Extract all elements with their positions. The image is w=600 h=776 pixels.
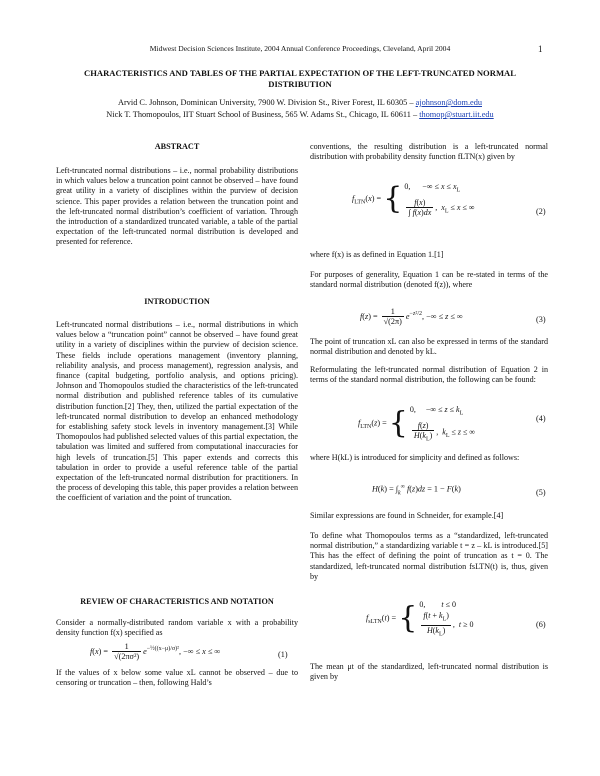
equation-6: $f_{sLTN}(t)$ = { 0, t ≤ 0 $\frac{f(t + k_L)}{H(k_L)}$ , t ≥ 0 [366,600,474,638]
author-1-affiliation: Arvid C. Johnson, Dominican University, 7900 W. Division St., River Forest, IL 60305 – [117,98,416,107]
right-paragraph-2: where f(x) is as defined in Equation 1.[1] [310,250,444,259]
equation-6-label: (6) [536,620,546,629]
author-line-1 [0,98,600,107]
right-paragraph-3: For purposes of generality, Equation 1 can be re-stated in terms of the standard normal distribution (denoted f(z)), where [310,270,548,290]
equation-5: $H(k) = \int_k^\infty$ f(z)dz = 1 − F(k) [372,484,461,497]
equation-1-label: (1) [278,650,288,659]
author-2-email[interactable]: thomop@stuart.iit.edu [419,110,494,119]
page-number: 1 [538,44,543,54]
author-line-2 [0,110,600,119]
equation-2-label: (2) [536,207,546,216]
review-paragraph-1: Consider a normally-distributed random variable x with a probability density function f(x) specified as [56,618,298,638]
author-2-affiliation: Nick T. Thomopoulos, IIT Stuart School of Business, 565 W. Adams St., Chicago, IL 60611 – [106,110,420,119]
right-paragraph-8: To define what Thomopoulos terms as a “standardized, left-truncated normal distribution,” a standardizing variable t = z – kL is introduced.[5] This has the effect of defining the point of truncation as t = 0. The standardized, left-truncated normal distribution fsLTN(t) is, thus, given by [310,531,548,581]
introduction-body: Left-truncated normal distributions – i.e., normal distributions in which values below a “truncation point” cannot be observed – have found great utility in a variety of disciplines within the purview of decision science. These fields include operations management (inventory planning, reliability analysis, and process management), regression analysis, and finance (capital budgeting, portfolio analysis, and options pricing). Johnson and Thomopoulos studied the characteristics of the left-truncated normal distribution and published reference tables of its cumulative distribution function.[2] They, then, utilized the partial expectation of the left-truncated normal distribution to develop an enhanced methodology for establishing safety stock levels in inventory management.[3] While Thomopoulos had published selected values of this partial expectation, the tabulation was limited and suffered from computational inaccuracies for high levels of truncation.[5] This paper extends and corrects this tabulation in order to provide a useful reference table of the partial expectation of the left-truncated normal distribution for practitioners. In the process of developing this table, this paper provides a relation between the coefficient of variation and the point of truncation. [56,320,298,503]
equation-3: f(z) = $\frac{1}{√(2\pi)}$ $e^{-z^2/2}$, −∞ ≤ z ≤ ∞ [360,307,463,326]
introduction-heading: INTRODUCTION [144,297,210,306]
equation-5-label: (5) [536,488,546,497]
right-paragraph-6: where H(kL) is introduced for simplicity and defined as follows: [310,453,520,462]
equation-4: $f_{LTN}(z)$ = { 0, −∞ ≤ $z \le k_L$ $\frac{f(z)}{H(k_L)}$ , $k_L \le z$ ≤ ∞ [358,405,476,443]
right-paragraph-7: Similar expressions are found in Schneider, for example.[4] [310,511,504,520]
review-paragraph-2: If the values of x below some value xL cannot be observed – due to censoring or truncation – then, following Hald’s [56,668,298,688]
running-head: Midwest Decision Sciences Institute, 2004 Annual Conference Proceedings, Cleveland, April 2004 [149,44,451,53]
right-paragraph-9: The mean μt of the standardized, left-truncated normal distribution is given by [310,662,548,682]
equation-2: $f_{LTN}(x)$ = { 0, −∞ ≤ $x \le x_L$ $\frac{f(x)}{\int f(x)dx}$ , $x_L \le x$ ≤ ∞ [352,181,475,217]
equation-1: f(x) = $\frac{1}{\text{√(2πσ²)}}$ $e^{-\frac{1}{2}((x-\mu)/\sigma)^2}$, −∞ ≤ x ≤ ∞ [90,642,221,661]
abstract-heading: ABSTRACT [154,142,200,151]
abstract-body: Left-truncated normal distributions – i.e., normal probability distributions in which values below a truncation point cannot be observed – have found great utility in a variety of disciplines within the purview of decision science. This paper provides a relation between the truncation point and the left-truncated normal distribution’s coefficient of variation. Through the introduction of a standardized truncated variable, a table of the partial expectation of the left-truncated normal distribution is developed and presented for reference. [56,166,298,247]
equation-4-label: (4) [536,414,546,423]
right-paragraph-5: Reformulating the left-truncated normal distribution of Equation 2 in terms of the standard normal distribution, the following can be found: [310,365,548,385]
equation-3-label: (3) [536,315,546,324]
review-heading: REVIEW OF CHARACTERISTICS AND NOTATION [80,597,274,606]
paper-title: CHARACTERISTICS AND TABLES OF THE PARTIAL EXPECTATION OF THE LEFT-TRUNCATED NORMAL DISTRIBUTION [83,68,516,89]
right-paragraph-1: conventions, the resulting distribution is a left-truncated normal distribution with probability density function fLTN(x) given by [310,142,548,162]
author-1-email[interactable]: ajohnson@dom.edu [415,98,482,107]
right-paragraph-4: The point of truncation xL can also be expressed in terms of the standard normal distribution and denoted by kL. [310,337,548,357]
